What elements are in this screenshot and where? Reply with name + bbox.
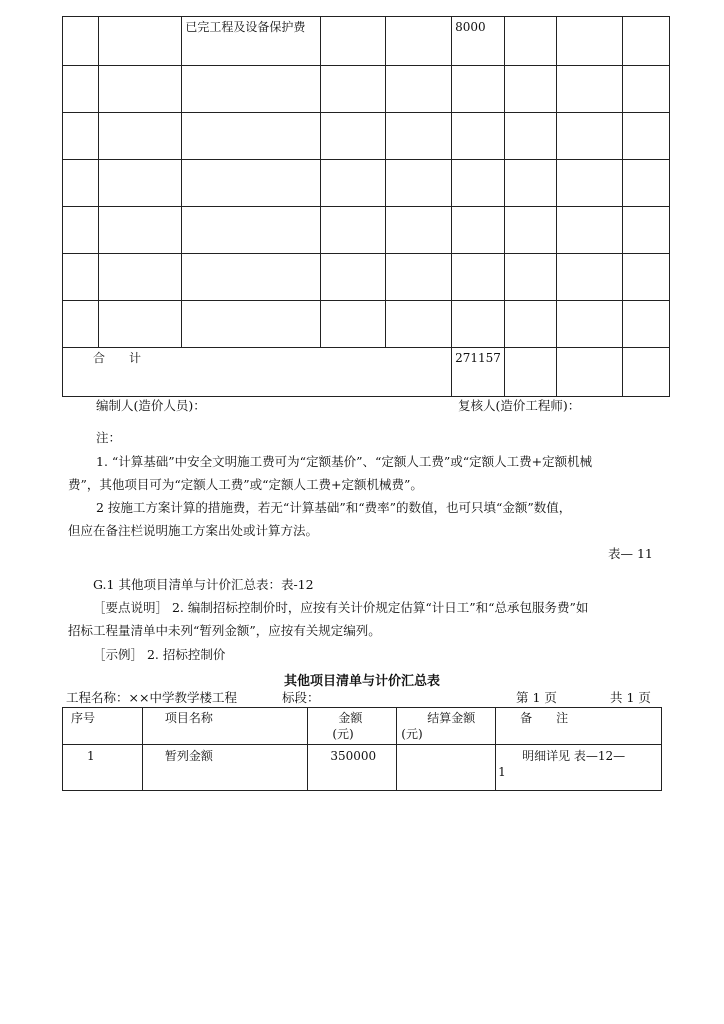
table-row bbox=[63, 207, 670, 254]
summary-table bbox=[62, 707, 662, 791]
notes-heading: 注： bbox=[96, 430, 122, 445]
amount-cell bbox=[452, 17, 505, 66]
row-no: 1 bbox=[87, 749, 95, 763]
total-amount: 271157 bbox=[455, 351, 501, 365]
section-label: 标段： bbox=[282, 690, 320, 705]
section-heading: G.1 其他项目清单与计价汇总表：表-12 bbox=[93, 577, 314, 592]
total-label: 合 计 bbox=[93, 351, 142, 365]
table-ref: 表— 11 bbox=[608, 546, 653, 561]
header-no: 序号 bbox=[71, 711, 96, 725]
header-name: 项目名称 bbox=[164, 711, 213, 725]
header-remark: 备 注 bbox=[520, 711, 569, 725]
table-row bbox=[63, 113, 670, 160]
header-amount: 金额 bbox=[338, 711, 363, 725]
note-1-line-2: 费”，其他项目可为“定额人工费”或“定额人工费+定额机械费”。 bbox=[68, 477, 423, 492]
table-row bbox=[63, 254, 670, 301]
table-row bbox=[63, 301, 670, 348]
item-name-cell bbox=[182, 17, 320, 66]
total-pages: 共 1 页 bbox=[610, 690, 651, 705]
table-row bbox=[63, 160, 670, 207]
summary-table-title: 其他项目清单与计价汇总表 bbox=[283, 674, 440, 689]
project-name: 工程名称：××中学教学楼工程 bbox=[66, 690, 237, 705]
header-amount-unit: (元) bbox=[332, 727, 354, 741]
amount-value: 8000 bbox=[455, 20, 486, 34]
header-settle-unit: (元) bbox=[401, 727, 423, 741]
header-row bbox=[63, 708, 662, 745]
row-amount: 350000 bbox=[330, 749, 377, 763]
table-row bbox=[63, 66, 670, 113]
note-1-line-1: 1. “计算基础”中安全文明施工费可为“定额基价”、“定额人工费”或“定额人工费+定额机械 bbox=[96, 454, 593, 469]
total-row bbox=[63, 348, 670, 397]
row-remark-line-2: 1 bbox=[498, 765, 506, 779]
key-point-line-1: ［要点说明］ 2. 编制招标控制价时，应按有关计价规定估算“计日工”和“总承包服务费”如 bbox=[93, 600, 589, 615]
compiler-label: 编制人(造价人员)： bbox=[96, 398, 206, 413]
key-point-line-2: 招标工程量清单中未列“暂列金额”，应按有关规定编列。 bbox=[68, 623, 381, 638]
row-remark-line-1: 明细详见 表—12— bbox=[522, 749, 626, 763]
table-row bbox=[63, 17, 670, 66]
table-row bbox=[63, 745, 662, 791]
page-number: 第 1 页 bbox=[516, 690, 557, 705]
reviewer-label: 复核人(造价工程师)： bbox=[458, 398, 581, 413]
fee-table bbox=[62, 16, 670, 397]
example-label: ［示例］ 2. 招标控制价 bbox=[93, 647, 226, 662]
header-settle: 结算金额 bbox=[427, 711, 476, 725]
note-2-line-2: 但应在备注栏说明施工方案出处或计算方法。 bbox=[68, 523, 319, 538]
item-name: 已完工程及设备保护费 bbox=[185, 20, 306, 34]
note-2-line-1: 2 按施工方案计算的措施费，若无“计算基础”和“费率”的数值，也可只填“金额”数值， bbox=[96, 500, 572, 515]
row-name: 暂列金额 bbox=[164, 749, 213, 763]
